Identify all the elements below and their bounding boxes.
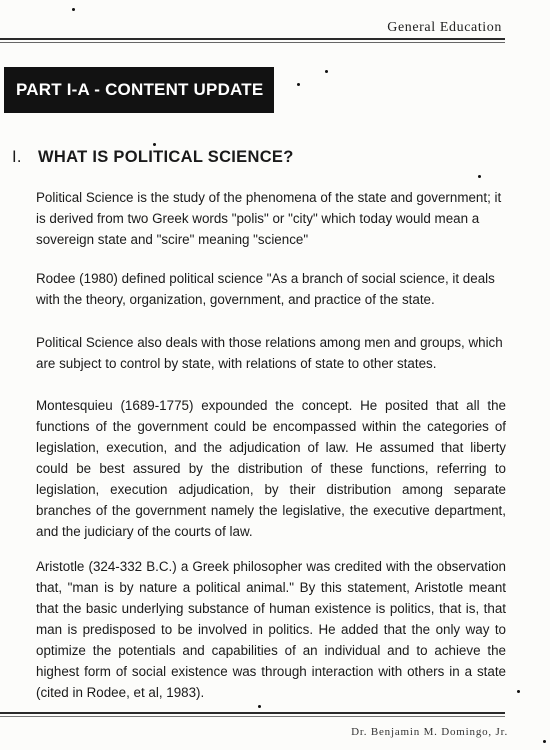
banner-label: PART I-A - CONTENT UPDATE <box>16 80 264 99</box>
scan-speck <box>543 740 546 743</box>
paragraph-relations: Political Science also deals with those relations among men and groups, which are subject to control by state, with relations of state to other states. <box>36 335 503 371</box>
scan-speck <box>478 175 481 178</box>
section-number: I. <box>12 148 22 166</box>
header-rule <box>0 38 505 40</box>
scan-speck <box>517 690 520 693</box>
footer-rule-thin <box>0 716 505 717</box>
paragraph-aristotle: Aristotle (324-332 B.C.) a Greek philosopher was credited with the observation that, "man is by nature a political animal." By this statement, Aristotle meant that the basic underlying substance of human existence is politics, that is, that man is predisposed to be involved in politics. He added that the only way to optimize the potentials and capabilities of an individual and to achieve the highest form of social existence was through interaction with others in a state (cited in Rodee, et al, 1983). <box>36 559 506 700</box>
scan-speck <box>153 143 156 146</box>
header-title: General Education <box>387 20 502 35</box>
scan-speck <box>325 70 328 73</box>
paragraph-rodee: Rodee (1980) defined political science "As a branch of social science, it deals with the theory, organization, government, and practice of the state. <box>36 271 495 307</box>
paragraph-montesquieu: Montesquieu (1689-1775) expounded the concept. He posited that all the functions of the government could be encompassed within the categories of legislation, execution, and the adjudication of law. He assumed that liberty could be best assured by the distribution of these functions, referring to legislation, execution adjudication, by their distribution among separate branches of the government namely the legislative, the executive department, and the judiciary of the courts of law. <box>36 398 506 539</box>
scan-speck <box>297 83 300 86</box>
scan-speck <box>258 705 261 708</box>
footer-author: Dr. Benjamin M. Domingo, Jr. <box>351 726 508 738</box>
section-heading <box>12 148 294 167</box>
section-banner <box>4 67 274 113</box>
section-title: WHAT IS POLITICAL SCIENCE? <box>38 148 294 166</box>
paragraph-definition: Political Science is the study of the phenomena of the state and government; it is derived from two Greek words "polis" or "city" which today would mean a sovereign state and "scire" meaning "science" <box>36 190 502 247</box>
footer-rule <box>0 712 505 714</box>
header-rule-thin <box>0 42 505 43</box>
scan-speck <box>72 8 75 11</box>
